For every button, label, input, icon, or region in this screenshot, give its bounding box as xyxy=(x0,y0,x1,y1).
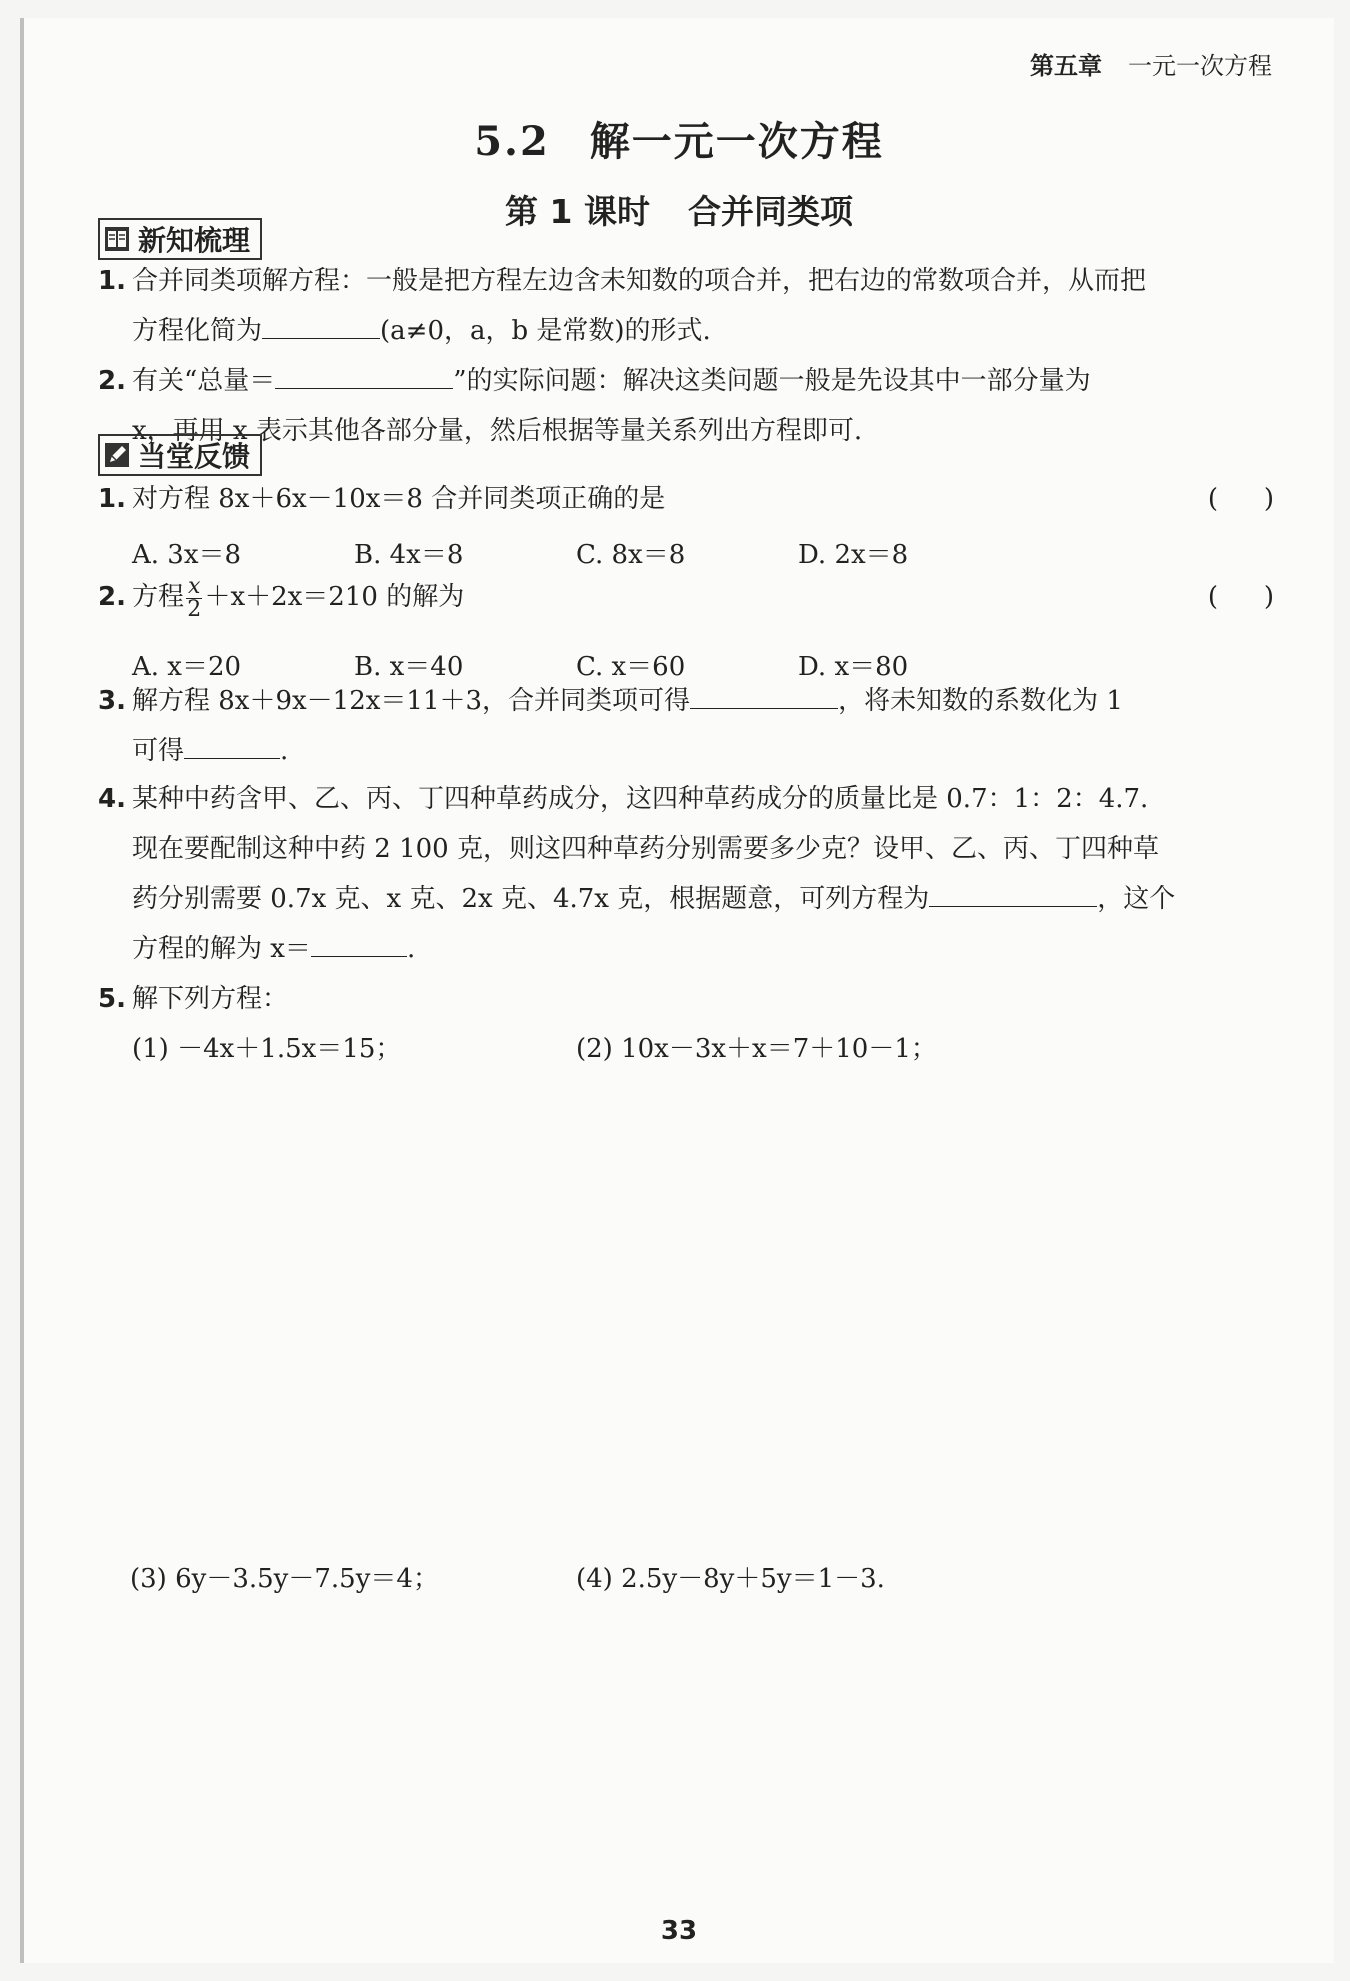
knowledge-q1-line1: 合并同类项解方程：一般是把方程左边含未知数的项合并，把右边的常数项合并，从而把 xyxy=(132,266,1147,296)
new-knowledge-badge xyxy=(98,218,262,260)
paren-close: ) xyxy=(1263,582,1274,612)
paren-open: ( xyxy=(1207,484,1218,514)
knowledge-q2-line1 xyxy=(132,366,1091,396)
knowledge-q2-number: 2. xyxy=(98,366,126,396)
feedback-q4-period: . xyxy=(406,934,416,964)
fraction-numerator: x xyxy=(188,573,201,599)
paren-open: ( xyxy=(1207,582,1218,612)
feedback-q1-text: 对方程 8x＋6x－10x＝8 合并同类项正确的是 xyxy=(132,484,666,514)
equation-item-3: (3) 6y－3.5y－7.5y＝4； xyxy=(130,1564,439,1594)
feedback-q3-number: 3. xyxy=(98,686,126,716)
answer-blank[interactable] xyxy=(929,884,1097,907)
feedback-q3-line1 xyxy=(132,686,1123,716)
paren-close: ) xyxy=(1263,484,1274,514)
equation-item-1: (1) －4x＋1.5x＝15； xyxy=(132,1034,402,1064)
feedback-q3-period: . xyxy=(280,736,289,766)
new-knowledge-label: 新知梳理 xyxy=(138,224,251,257)
knowledge-q1-text: 方程化简为 xyxy=(132,316,263,346)
feedback-q5-number: 5. xyxy=(98,984,126,1014)
section-name: 解一元一次方程 xyxy=(589,118,884,165)
feedback-q4-text2: 方程的解为 x＝ xyxy=(132,934,311,964)
lesson-name: 合并同类项 xyxy=(687,192,853,231)
answer-blank[interactable] xyxy=(184,736,280,759)
knowledge-q2-line2: x，再用 x 表示其他各部分量，然后根据等量关系列出方程即可. xyxy=(132,416,863,446)
answer-parens[interactable] xyxy=(1208,582,1274,612)
feedback-q4-text-end: ，这个 xyxy=(1097,884,1176,914)
feedback-q1-option-d: D. 2x＝8 xyxy=(798,540,909,570)
section-number: 5.2 xyxy=(474,118,550,165)
answer-parens[interactable] xyxy=(1208,484,1274,514)
feedback-q3-line2 xyxy=(132,736,288,766)
answer-blank[interactable] xyxy=(690,686,838,709)
feedback-q5-text: 解下列方程： xyxy=(132,984,289,1014)
feedback-q4-line4 xyxy=(132,934,415,964)
feedback-q3-text2: 可得 xyxy=(132,736,185,766)
feedback-q4-line1: 某种中药含甲、乙、丙、丁四种草药成分，这四种草药成分的质量比是 0.7：1：2：4.7. xyxy=(132,784,1149,814)
fraction xyxy=(186,573,202,622)
section-title xyxy=(24,110,1334,167)
feedback-q4-line2: 现在要配制这种中药 2 100 克，则这四种草药分别需要多少克？设甲、乙、丙、丁四种草 xyxy=(132,834,1159,864)
knowledge-q2-text: 有关“总量＝ xyxy=(132,366,276,396)
feedback-q2-option-d: D. x＝80 xyxy=(798,652,909,682)
feedback-q2-text xyxy=(132,572,464,622)
feedback-q1-option-a: A. 3x＝8 xyxy=(132,540,242,570)
chapter-number: 第五章 xyxy=(1030,52,1102,80)
feedback-q2-post: ＋x＋2x＝210 的解为 xyxy=(204,582,465,612)
book-icon xyxy=(104,226,130,252)
feedback-q1-number: 1. xyxy=(98,484,126,514)
answer-blank[interactable] xyxy=(262,316,380,339)
fraction-denominator: 2 xyxy=(187,596,202,622)
feedback-q2-pre: 方程 xyxy=(132,582,185,612)
workbook-page xyxy=(20,18,1334,1963)
chapter-header xyxy=(1030,46,1272,81)
knowledge-q1-line2 xyxy=(132,316,711,346)
feedback-q1-option-c: C. 8x＝8 xyxy=(576,540,686,570)
feedback-label: 当堂反馈 xyxy=(138,440,251,473)
page-number: 33 xyxy=(660,1916,698,1946)
knowledge-q1-number: 1. xyxy=(98,266,126,296)
equation-item-2: (2) 10x－3x＋x＝7＋10－1； xyxy=(576,1034,937,1064)
feedback-q2-option-a: A. x＝20 xyxy=(132,652,242,682)
feedback-q3-text-end: ，将未知数的系数化为 1 xyxy=(838,686,1123,716)
feedback-q2-number: 2. xyxy=(98,582,126,612)
feedback-q2-option-c: C. x＝60 xyxy=(576,652,686,682)
knowledge-q2-text-end: ”的实际问题：解决这类问题一般是先设其中一部分量为 xyxy=(453,366,1091,396)
answer-blank[interactable] xyxy=(275,366,453,389)
feedback-q3-text: 解方程 8x＋9x－12x＝11＋3，合并同类项可得 xyxy=(132,686,691,716)
feedback-q4-number: 4. xyxy=(98,784,126,814)
feedback-q1-option-b: B. 4x＝8 xyxy=(354,540,464,570)
feedback-q4-text: 药分别需要 0.7x 克、x 克、2x 克、4.7x 克，根据题意，可列方程为 xyxy=(132,884,930,914)
chapter-title: 一元一次方程 xyxy=(1128,52,1272,80)
equation-item-4: (4) 2.5y－8y＋5y＝1－3. xyxy=(576,1564,885,1594)
feedback-q4-line3 xyxy=(132,884,1175,914)
feedback-q2-option-b: B. x＝40 xyxy=(354,652,464,682)
knowledge-q1-text-end: (a≠0，a，b 是常数)的形式. xyxy=(380,316,711,346)
feedback-badge xyxy=(98,434,262,476)
answer-blank[interactable] xyxy=(311,934,407,957)
lesson-number: 第 1 课时 xyxy=(505,192,650,231)
pencil-icon xyxy=(104,442,130,468)
